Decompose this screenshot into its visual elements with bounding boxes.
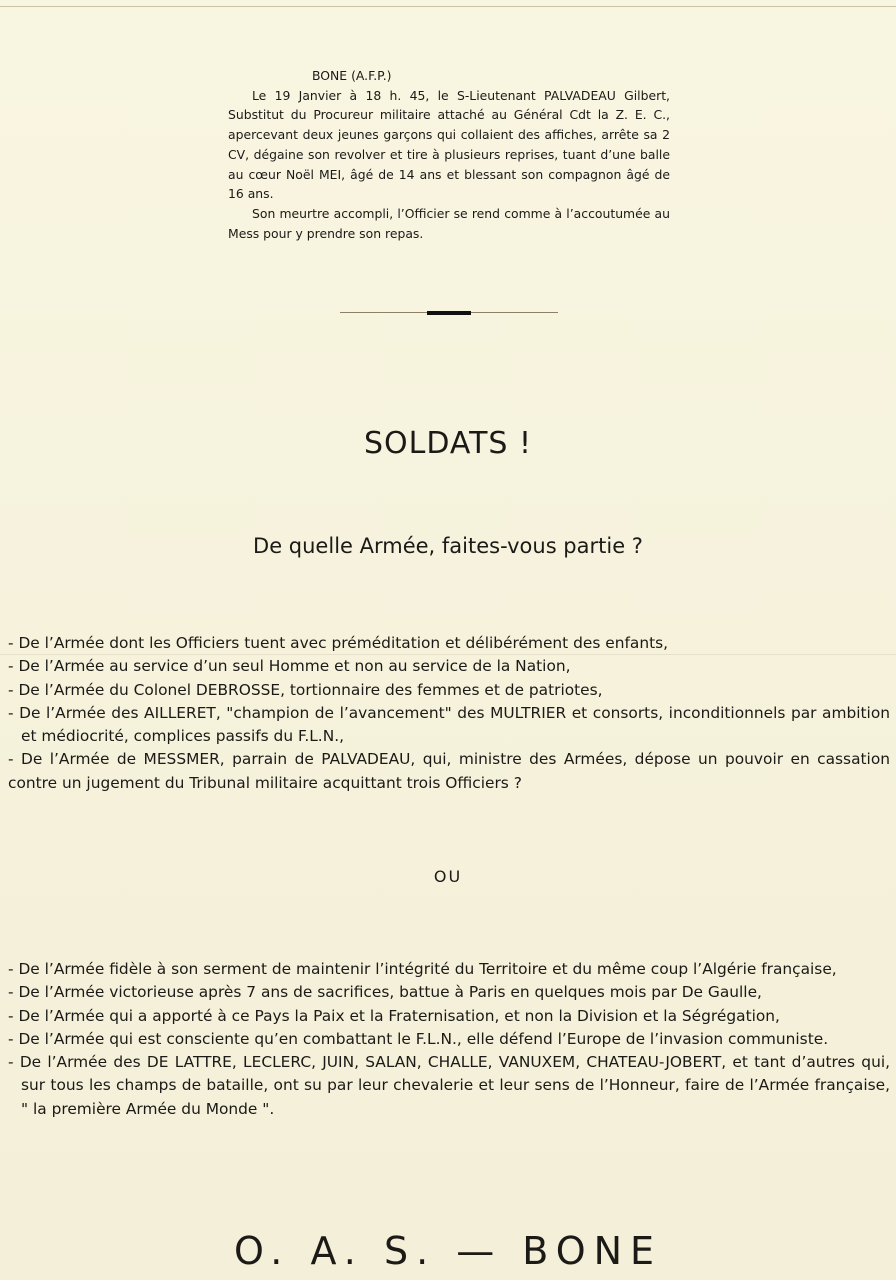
signature: O. A. S. — BONE: [233, 1229, 663, 1273]
list-item: - De l’Armée qui a apporté à ce Pays la Paix et la Fraternisation, et non la Division et la Ségrégation,: [8, 1006, 780, 1025]
first-army-list: [8, 632, 890, 795]
dispatch-source: BONE (A.F.P.): [312, 68, 392, 83]
dispatch-paragraph-2: Son meurtre accompli, l’Officier se rend comme à l’accoutumée au Mess pour y prendre son repas.: [228, 205, 670, 241]
list-item: - De l’Armée de MESSMER, parrain de PALVADEAU, qui, ministre des Armées, dépose un pouvoir en cassation contre un jugement du Tribunal militaire acquittant trois Officiers ?: [8, 750, 890, 792]
second-army-list: [8, 958, 890, 1121]
dispatch-paragraph-1: Le 19 Janvier à 18 h. 45, le S-Lieutenant PALVADEAU Gilbert, Substitut du Procureur militaire attaché au Général Cdt la Z. E. C., apercevant deux jeunes garçons qui collaient des affiches, arrête sa 2 CV, dégaine son revolver et tire à plusieurs reprises, tuant d’une balle au cœur Noël MEI, âgé de 14 ans et blessant son compagnon âgé de 16 ans.: [228, 87, 670, 202]
list-item: - De l’Armée dont les Officiers tuent avec préméditation et délibérément des enfants,: [8, 634, 669, 652]
afp-dispatch: [228, 66, 670, 243]
list-item: - De l’Armée qui est consciente qu’en combattant le F.L.N., elle défend l’Europe de l’invasion communiste.: [8, 1029, 829, 1048]
list-item: - De l’Armée au service d’un seul Homme et non au service de la Nation,: [8, 657, 571, 676]
list-item: - De l’Armée victorieuse après 7 ans de sacrifices, battue à Paris en quelques mois par De Gaulle,: [8, 983, 762, 1002]
top-edge-line: [0, 6, 896, 7]
page-title: SOLDATS !: [363, 426, 533, 461]
list-item: - De l’Armée des AILLERET, "champion de l’avancement" des MULTRIER et consorts, inconditionnels par ambition et médiocrité, complices passifs du F.L.N.,: [8, 703, 890, 746]
list-item: - De l’Armée fidèle à son serment de maintenir l’intégrité du Territoire et du même coup l’Algérie française,: [8, 960, 837, 978]
list-item: - De l’Armée du Colonel DEBROSSE, tortionnaire des femmes et de patriotes,: [8, 680, 603, 699]
list-item: - De l’Armée des DE LATTRE, LECLERC, JUIN, SALAN, CHALLE, VANUXEM, CHATEAU-JOBERT, et tant d’autres qui, sur tous les champs de bataille, ont su par leur chevalerie et leur sens de l’Honneur, faire de l’Armée française, " la première Armée du Monde ".: [8, 1053, 890, 1118]
section-divider-bar: [427, 311, 471, 315]
page-subtitle: De quelle Armée, faites-vous partie ?: [253, 534, 643, 558]
or-separator: OU: [433, 867, 463, 886]
